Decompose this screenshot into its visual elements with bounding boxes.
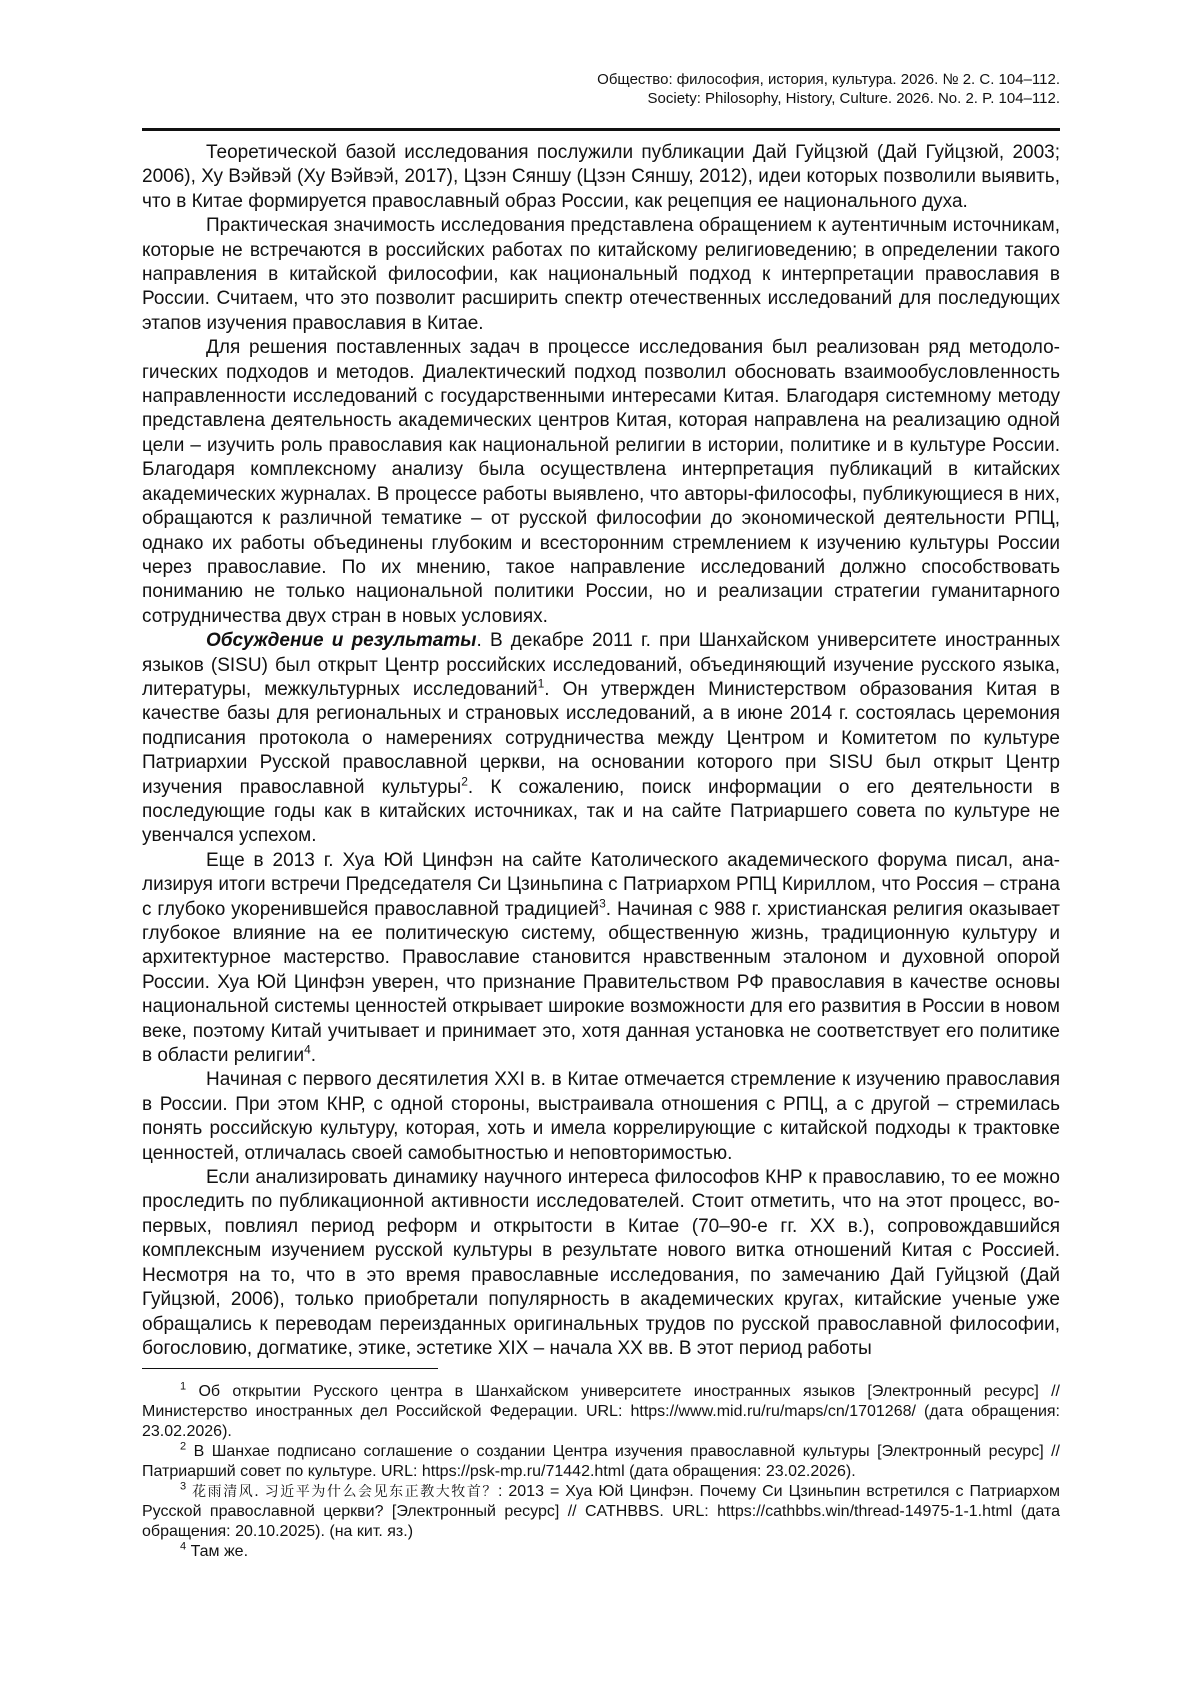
footnote-text: Об открытии Русского центра в Шанхайском университете иностранных языков [Электронный ресурс] // Министерство иностранных дел Российской Федерации. URL: https://www.mid.ru/ru/maps/cn/1701268/ (дата обращения: 23.02.2026). xyxy=(142,1383,1061,1440)
footnote-number: 4 xyxy=(180,1540,187,1553)
header-citation-ru: Общество: философия, история, культура. 2026. № 2. С. 104–112. xyxy=(597,71,1060,88)
footnote-ref-3[interactable]: 3 xyxy=(599,896,606,911)
header-citation-en: Society: Philosophy, History, Culture. 2026. No. 2. P. 104–112. xyxy=(647,90,1060,107)
footnote-4 xyxy=(142,1542,1060,1562)
footnote-text: Там же. xyxy=(190,1543,249,1560)
section-heading-discussion: Обсуждение и результаты xyxy=(206,630,477,652)
header-divider xyxy=(142,128,1060,131)
footnote-chinese-title: 花雨清风. 习近平为什么会见东正教大牧首？ xyxy=(192,1484,498,1500)
paragraph-text: . Начиная с 988 г. христианская религия оказывает глубокое влияние на ее политическую систему, общественную жизнь, традиционную культуру и архитектурное мастерство. Православие становится нравственным эталоном и духовной опорой России. Хуа Юй Цинфэн уверен, что признание Правительством РФ православия в качестве основы национальной системы ценностей открывает широкие возможности для его развития в России в новом веке, поэтому Китай учитывает и принимает это, хотя данная установка не соответствует его политике в области религии xyxy=(142,898,1060,1067)
footnote-ref-4[interactable]: 4 xyxy=(304,1042,311,1057)
paragraph-dynamics: Если анализировать динамику научного интереса философов КНР к православию, то ее можно проследить по публикационной активности исследователей. Стоит отметить, что на этот процесс, во-первых, повлиял период реформ и открытости в Китае (70–90-е гг. XX в.), сопровождавшийся комплексным изучением русской культуры в результате нового витка отношений Китая с Россией. Несмотря на то, что в это время православные исследования, по замечанию Дай Гуйцзюй (Дай Гуйцзюй, 2006), только приобретали популярность в академических кругах, китайские ученые уже обращались к переводам переизданных оригинальных трудов по русской православной философии, богословию, догматике, этике, эстетике XIX – начала XX вв. В этот период работы xyxy=(142,1167,1060,1359)
paragraph-21st-century: Начиная с первого десятилетия XXI в. в Китае отмечается стремление к изучению православия в России. При этом КНР, с одной стороны, выстраивала отношения с РПЦ, а с другой – стремилась понять российскую культуру, которая, хоть и имела коррелирующие с китайской подходы к трактовке ценностей, отличалась своей самобытностью и неповторимостью. xyxy=(142,1069,1060,1164)
paragraph-practical-significance: Практическая значимость исследования представлена обращением к аутентичным источникам, которые не встречаются в российских работах по китайскому религиоведению; в определении такого направления в китайской философии, как национальный подход к интерпретации православия в России. Считаем, что это позволит расширить спектр отечественных исследований для последующих этапов изучения православия в Китае. xyxy=(142,215,1060,334)
footnote-1 xyxy=(142,1382,1060,1442)
paragraph-text: . Он утвержден Министерством образования Китая в качестве базы для региональных и страновых исследований, а в июне 2014 г. состоялась церемония подписания протокола о намерениях сотрудничества между Центром и Комитетом по культуре Патриархии Русской православной церкви, на основании которого при SISU был открыт Центр изучения православной культуры xyxy=(142,678,1060,798)
footnote-2 xyxy=(142,1442,1060,1482)
footnote-text: В Шанхае подписано соглашение о создании Центра изучения православной культуры [Электронный ресурс] // Патриарший совет по культуре. URL: https://psk-mp.ru/71442.html (дата обращения: 23.02.2026). xyxy=(142,1443,1060,1480)
footnote-ref-2[interactable]: 2 xyxy=(461,774,468,789)
paragraph-discussion-results xyxy=(142,629,1060,849)
paragraph-2013-forum xyxy=(142,849,1060,1069)
paragraph-text: . xyxy=(310,1045,317,1067)
footnote-number: 1 xyxy=(180,1380,187,1393)
paragraph-text: . К сожалению, поиск информации о его деятельности в последующие годы как в китайских источниках, так и на сайте Патриаршего совета по культуре не увенчался успехом. xyxy=(142,776,1060,847)
footnotes xyxy=(142,1382,1060,1562)
footnote-3 xyxy=(142,1482,1060,1542)
running-header xyxy=(597,70,1060,108)
paragraph-methods: Для решения поставленных задач в процессе исследования был реализован ряд методологических подходов и методов. Диалектический подход позволил обосновать взаимообусловленность направленности исследований с государственными интересами Китая. Благодаря системному методу представлена деятельность академических центров Китая, которая направлена на реализацию одной цели – изучить роль православия как национальной религии в истории, политике и в культуре России. Благодаря комплексному анализу была осуществлена интерпретация публикаций в китайских академических журналах. В процессе работы выявлено, что авторы-философы, публикующиеся в них, обращаются к различной тематике – от русской философии до экономической деятельности РПЦ, однако их работы объединены глубоким и всесторонним стремлением к изучению культуры России через православие. По их мнению, такое направление исследований должно способствовать пониманию не только национальной политики России, но и реализации стратегии гуманитарного сотрудничества двух стран в новых условиях. xyxy=(142,337,1060,627)
footnote-ref-1[interactable]: 1 xyxy=(537,676,545,691)
paragraph-theoretical-basis: Теоретической базой исследования послужили публикации Дай Гуйцзюй (Дай Гуйцзюй, 2003; 2006), Ху Вэйвэй (Ху Вэйвэй, 2017), Цзэн Сяншу (Цзэн Сяншу, 2012), идеи которых позволили выявить, что в Китае формируется православный образ России, как рецепция ее национального духа. xyxy=(142,142,1060,212)
footnote-text: : 2013 = Хуа Юй Цинфэн. Почему Си Цзиньпин встретился с Патриархом Русской православной церкви? [Электронный ресурс] // CATHBBS. URL: https://cathbbs.win/thread-14975-1-1.html (дата обращения: 20.10.2025). (на кит. яз.) xyxy=(142,1483,1060,1540)
paragraph-text: Еще в 2013 г. Хуа Юй Цинфэн на сайте Католического академического форума писал, анализируя итоги встречи Председателя Си Цзиньпина с Патриархом РПЦ Кириллом, что Россия – страна с глубоко укоренившейся православной традицией xyxy=(142,849,1060,920)
footnote-number: 3 xyxy=(180,1480,187,1493)
paragraph-text: . В декабре 2011 г. при Шанхайском университете иностранных языков (SISU) был открыт Центр российских исследований, объединяющий изучение русского языка, литературы, межкультурных исследований xyxy=(142,630,1060,700)
article-body xyxy=(142,141,1060,1361)
footnote-divider xyxy=(142,1368,438,1369)
footnote-number: 2 xyxy=(180,1440,187,1453)
